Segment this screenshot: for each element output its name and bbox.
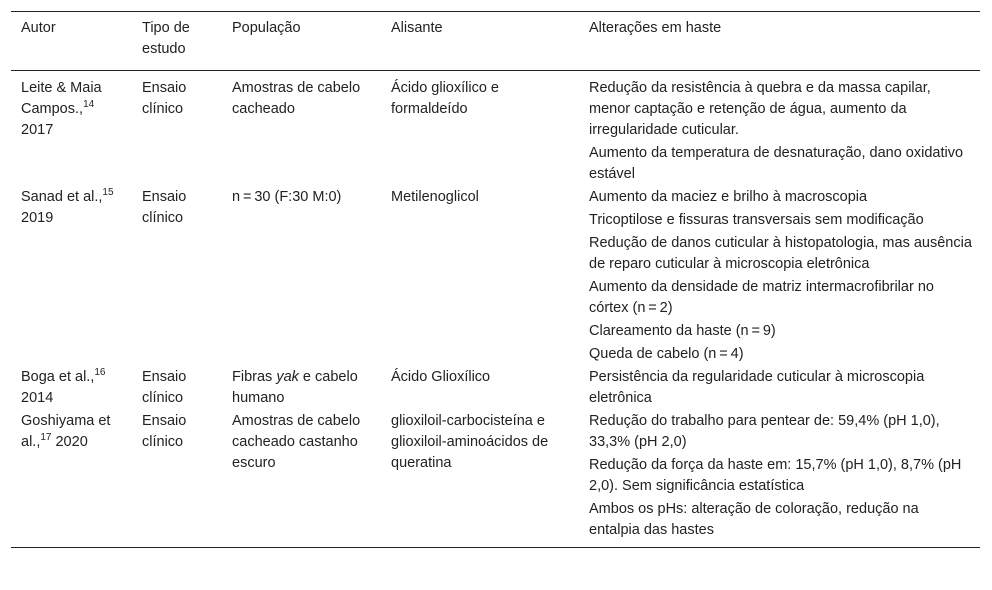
cell-tipo-estudo: Ensaio clínico <box>142 80 187 117</box>
cell-alteracoes <box>579 409 980 548</box>
header-alteracoes: Alterações em haste <box>589 20 722 36</box>
author-name: Goshiyama et al., <box>21 413 111 450</box>
table-row <box>11 365 980 409</box>
population-text: Fibras <box>232 369 277 385</box>
results-table <box>11 11 980 548</box>
cell-alteracoes <box>579 185 980 365</box>
finding-item: Redução de danos cuticular à histopatologia, mas ausência de reparo cuticular à microscopia eletrônica <box>589 235 972 272</box>
reference-number: 14 <box>83 99 95 110</box>
population-emphasis: yak <box>276 369 299 385</box>
cell-populacao <box>222 71 381 186</box>
population-text-tail: e cabelo humano <box>232 369 358 406</box>
cell-populacao <box>222 185 381 365</box>
reference-number: 15 <box>102 187 114 198</box>
author-year: 2020 <box>51 434 88 450</box>
results-table-container <box>11 11 980 548</box>
population-text: Amostras de cabelo cacheado <box>232 80 361 117</box>
author-name: Leite & Maia Campos., <box>21 80 102 117</box>
cell-alisante: Ácido Glioxílico <box>391 369 491 385</box>
cell-tipo-estudo: Ensaio clínico <box>142 413 187 450</box>
cell-autor <box>11 71 132 186</box>
population-text: n = 30 (F:30 M:0) <box>232 189 342 205</box>
finding-item: Redução do trabalho para pentear de: 59,4% (pH 1,0), 33,3% (pH 2,0) <box>589 413 940 450</box>
finding-item: Ambos os pHs: alteração de coloração, redução na entalpia das hastes <box>589 501 919 538</box>
finding-item: Aumento da maciez e brilho à macroscopia <box>589 189 868 205</box>
cell-tipo-estudo: Ensaio clínico <box>142 189 187 226</box>
author-name: Sanad et al., <box>21 189 103 205</box>
table-row <box>11 409 980 548</box>
header-populacao: População <box>232 20 301 36</box>
table-row <box>11 185 980 365</box>
author-year: 2019 <box>21 210 54 226</box>
finding-item: Tricoptilose e fissuras transversais sem modificação <box>589 212 924 228</box>
cell-autor <box>11 409 132 548</box>
finding-item: Redução da resistência à quebra e da massa capilar, menor captação e retenção de água, aumento da irregularidade cuticular. <box>589 80 931 138</box>
header-autor: Autor <box>21 20 56 36</box>
reference-number: 16 <box>94 367 106 378</box>
cell-alisante: Ácido glioxílico e formaldeído <box>391 80 499 117</box>
finding-item: Clareamento da haste (n = 9) <box>589 323 776 339</box>
population-text: Amostras de cabelo cacheado castanho escuro <box>232 413 361 471</box>
table-row <box>11 71 980 186</box>
table-header-row <box>11 12 980 71</box>
cell-populacao <box>222 409 381 548</box>
reference-number: 17 <box>40 432 52 443</box>
finding-item: Redução da força da haste em: 15,7% (pH 1,0), 8,7% (pH 2,0). Sem significância estatística <box>589 457 962 494</box>
cell-populacao <box>222 365 381 409</box>
author-year: 2014 <box>21 390 54 406</box>
finding-item: Persistência da regularidade cuticular à microscopia eletrônica <box>589 369 925 406</box>
header-tipo-estudo: Tipo de estudo <box>142 20 190 57</box>
finding-item: Aumento da densidade de matriz intermacrofibrilar no córtex (n = 2) <box>589 279 934 316</box>
cell-alisante: Metilenoglicol <box>391 189 479 205</box>
author-name: Boga et al., <box>21 369 95 385</box>
cell-tipo-estudo: Ensaio clínico <box>142 369 187 406</box>
finding-item: Queda de cabelo (n = 4) <box>589 346 744 362</box>
header-alisante: Alisante <box>391 20 443 36</box>
cell-autor <box>11 185 132 365</box>
cell-alteracoes <box>579 365 980 409</box>
cell-alteracoes <box>579 71 980 186</box>
cell-autor <box>11 365 132 409</box>
finding-item: Aumento da temperatura de desnaturação, dano oxidativo estável <box>589 145 964 182</box>
author-year: 2017 <box>21 122 54 138</box>
cell-alisante: glioxiloil-carbocisteína e glioxiloil-aminoácidos de queratina <box>391 413 549 471</box>
